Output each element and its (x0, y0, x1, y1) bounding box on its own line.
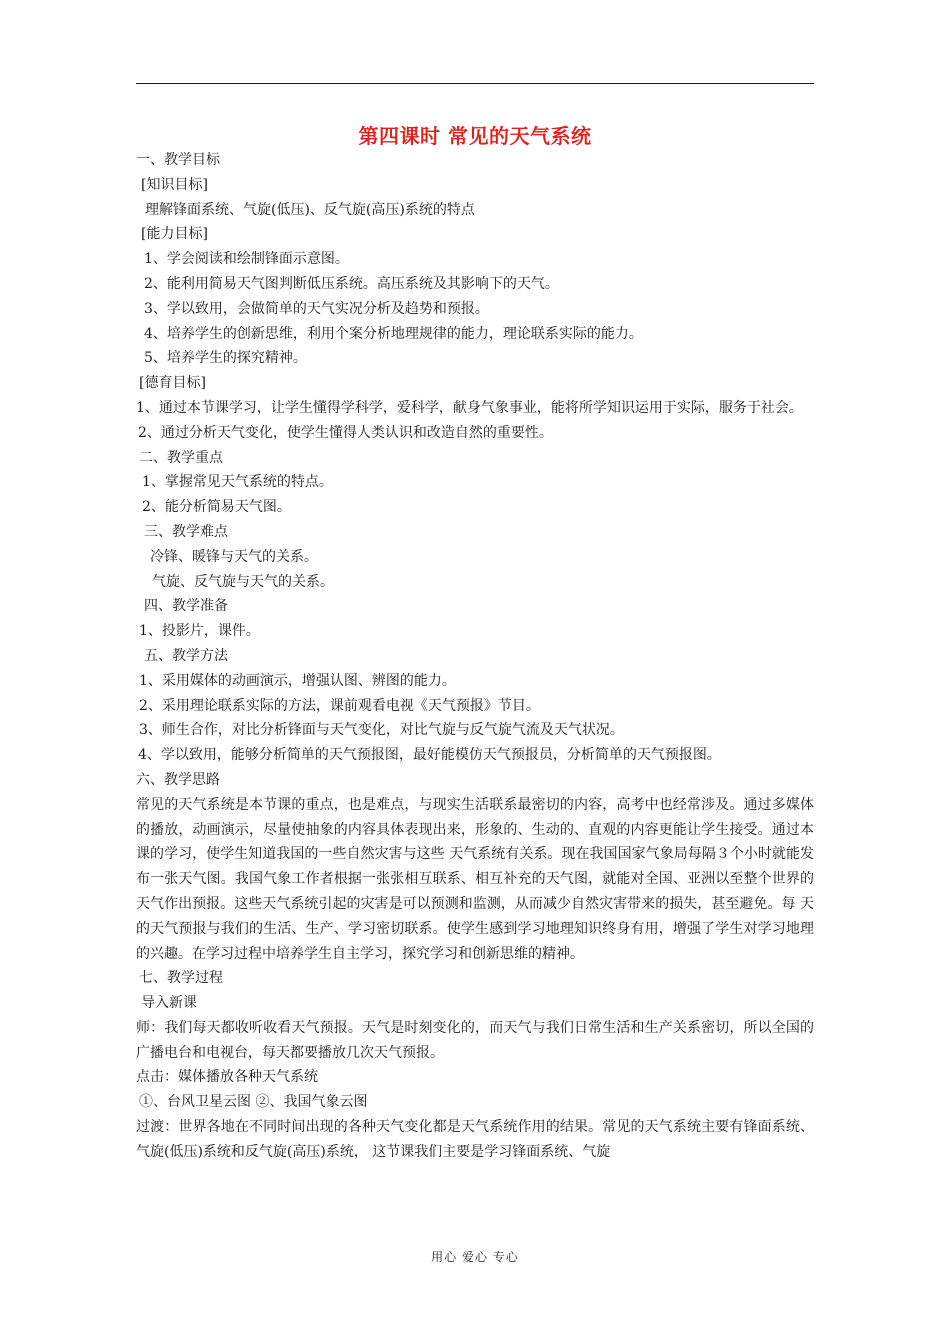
text-line: [能力目标] (141, 226, 208, 243)
paragraph-teacher-intro: 师：我们每天都收听收看天气预报。天气是时刻变化的，而天气与我们日常生活和生产关系密切，所以全国的广播电台和电视台，每天都要播放几次天气预报。 (136, 1019, 814, 1061)
text-line: [知识目标] (141, 176, 208, 193)
text-line: 七、教学过程 (139, 970, 223, 987)
text-line: 2、通过分析天气变化，使学生懂得人类认识和改造自然的重要性。 (138, 424, 553, 441)
text-line: 导入新课 (141, 995, 197, 1012)
text-line: 3、师生合作，对比分析锋面与天气变化，对比气旋与反气旋气流及天气状况。 (139, 722, 624, 739)
text-line: 六、教学思路 (136, 771, 220, 788)
text-line: 点击：媒体播放各种天气系统 (136, 1069, 318, 1086)
text-line: 二、教学重点 (139, 449, 223, 466)
text-line: 一、教学目标 (136, 152, 220, 168)
text-line: 3、学以致用，会做简单的天气实况分析及趋势和预报。 (144, 300, 489, 317)
header-rule (136, 83, 814, 84)
text-line: 冷锋、暖锋与天气的关系。 (150, 548, 318, 565)
media-click-lines (136, 1065, 814, 1115)
text-line: ①、台风卫星云图 ②、我国气象云图 (139, 1094, 368, 1111)
text-line: 理解锋面系统、气旋(低压)、反气旋(高压)系统的特点 (145, 201, 475, 218)
text-line: 4、学以致用，能够分析简单的天气预报图，最好能模仿天气预报员，分析简单的天气预报图。 (138, 747, 721, 764)
text-line: 4、培养学生的创新思维，利用个案分析地理规律的能力，理论联系实际的能力。 (144, 325, 643, 342)
text-line: 1、学会阅读和绘制锋面示意图。 (144, 251, 349, 268)
paragraph-transition: 过渡：世界各地在不同时间出现的各种天气变化都是天气系统作用的结果。常见的天气系统主要有锋面系统、气旋(低压)系统和反气旋(高压)系统， 这节课我们主要是学习锋面系统、气旋 (136, 1119, 814, 1160)
text-line: 气旋、反气旋与天气的关系。 (152, 573, 334, 590)
text-line: 2、能分析简易天气图。 (142, 499, 291, 516)
text-line: [德育目标] (139, 375, 206, 392)
lesson-sections (136, 421, 814, 793)
page-footer: 用心 爱心 专心 (431, 1250, 519, 1264)
text-line: 三、教学难点 (144, 523, 228, 540)
paragraph-teaching-approach: 常见的天气系统是本节课的重点，也是难点，与现实生活联系最密切的内容，高考中也经常涉及。通过多媒体的播放，动画演示，尽量使抽象的内容具体表现出来，形象的、生动的、直观的内容更能让学生接受。通过本课的学习，使学生知道我国的一些自然灾害与这些 天气系统有关系。现在我国国家气象局每隔３个小时就能发布一张天气图。我国气象工作者根据一张张相互联系、相互补充的天气图，就能对全国、亚洲以至整个世界的天气作出预报。这些天气系统引起的灾害是可以预测和监测，从而减少自然灾害带来的损失，甚至避免。每 天的天气预报与我们的生活、生产、学习密切联系。使学生感到学习地理知识终身有用，增强了学生对学习地理的兴趣。在学习过程中培养学生自主学习，探究学习和创新思维的精神。 (136, 796, 814, 962)
paragraph-moral-1: 1、通过本节课学习，让学生懂得学科学，爱科学，献身气象事业，能将所学知识运用于实际，服务于社会。 (136, 399, 803, 416)
text-line: 5、培养学生的探究精神。 (144, 350, 307, 367)
page-title: 第四课时 常见的天气系统 (358, 124, 592, 148)
text-line: 1、采用媒体的动画演示，增强认图、辨图的能力。 (139, 672, 456, 689)
objectives-section (136, 148, 814, 396)
text-line: 四、教学准备 (144, 598, 228, 615)
document-body (136, 148, 814, 1165)
text-line: 1、投影片，课件。 (139, 623, 260, 640)
text-line: 2、能利用简易天气图判断低压系统。高压系统及其影响下的天气。 (144, 275, 559, 292)
process-heading (136, 966, 814, 1016)
text-line: 1、掌握常见天气系统的特点。 (142, 474, 333, 491)
text-line: 五、教学方法 (144, 647, 228, 664)
text-line: 2、采用理论联系实际的方法，课前观看电视《天气预报》节目。 (139, 697, 540, 714)
